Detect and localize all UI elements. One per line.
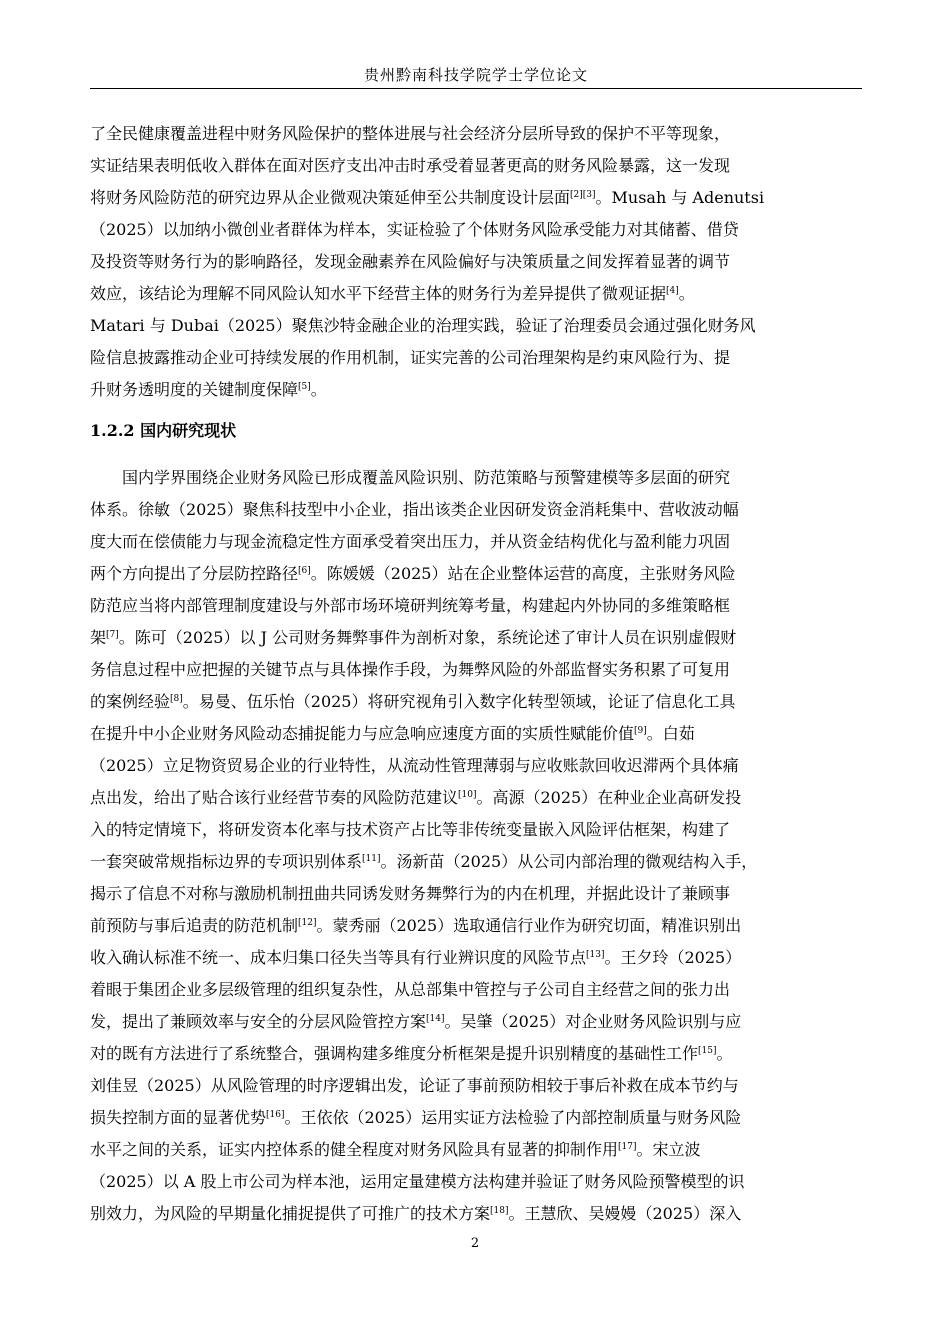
line-text: 防范应当将内部管理制度建设与外部市场环境研判统筹考量，构建起内外协同的多维策略框 bbox=[90, 596, 731, 615]
citation-ref: [17] bbox=[618, 1142, 637, 1152]
citation-ref: [16] bbox=[266, 1110, 285, 1120]
citation-ref: [13] bbox=[586, 950, 605, 960]
line-text-after-citation: 。 bbox=[678, 284, 695, 303]
line-text-after-citation: 。易曼、伍乐怡（2025）将研究视角引入数字化转型领域，论证了信息化工具 bbox=[182, 692, 736, 711]
text-line bbox=[90, 1102, 862, 1134]
line-text: 将财务风险防范的研究边界从企业微观决策延伸至公共制度设计层面 bbox=[90, 188, 571, 207]
text-line bbox=[90, 878, 862, 910]
text-line bbox=[90, 1038, 862, 1070]
text-line bbox=[90, 942, 862, 974]
text-line bbox=[90, 278, 862, 310]
line-text: 体系。徐敏（2025）聚焦科技型中小企业，指出该类企业因研发资金消耗集中、营收波动幅 bbox=[90, 500, 739, 519]
line-text: 揭示了信息不对称与激励机制扭曲共同诱发财务舞弊行为的内在机理，并据此设计了兼顾事 bbox=[90, 884, 731, 903]
citation-ref: [9] bbox=[634, 726, 647, 736]
line-text: （2025）以加纳小微创业者群体为样本，实证检验了个体财务风险承受能力对其储蓄、借贷 bbox=[90, 220, 739, 239]
line-text-after-citation: 。陈可（2025）以 J 公司财务舞弊事件为剖析对象，系统论述了审计人员在识别虚假财 bbox=[118, 628, 737, 647]
text-line bbox=[90, 1134, 862, 1166]
line-text: （2025）立足物资贸易企业的行业特性，从流动性管理薄弱与应收账款回收迟滞两个具体痛 bbox=[90, 756, 739, 775]
text-line bbox=[90, 246, 862, 278]
text-line bbox=[90, 686, 862, 718]
line-text-after-citation: 。 bbox=[716, 1044, 733, 1063]
section-heading: 1.2.2 国内研究现状 bbox=[90, 421, 237, 440]
line-text-after-citation: 。王依依（2025）运用实证方法检验了内部控制质量与财务风险 bbox=[284, 1108, 742, 1127]
line-text: 水平之间的关系，证实内控体系的健全程度对财务风险具有显著的抑制作用 bbox=[90, 1140, 619, 1159]
line-text: 收入确认标准不统一、成本归集口径失当等具有行业辨识度的风险节点 bbox=[90, 948, 587, 967]
page-header-title: 贵州黔南科技学院学士学位论文 bbox=[363, 66, 588, 84]
citation-ref: [7] bbox=[106, 630, 119, 640]
text-line bbox=[90, 910, 862, 942]
text-line bbox=[90, 214, 862, 246]
line-text-after-citation: 。高源（2025）在种业企业高研发投 bbox=[476, 788, 742, 807]
line-text-after-citation: 。陈媛媛（2025）站在企业整体运营的高度，主张财务风险 bbox=[310, 564, 736, 583]
line-text: 别效力，为风险的早期量化捕捉提供了可推广的技术方案 bbox=[90, 1204, 491, 1223]
line-text: 前预防与事后追责的防范机制 bbox=[90, 916, 299, 935]
line-text: 在提升中小企业财务风险动态捕捉能力与应急响应速度方面的实质性赋能价值 bbox=[90, 724, 635, 743]
text-line bbox=[90, 654, 862, 686]
text-line bbox=[90, 342, 862, 374]
citation-ref: [5] bbox=[298, 382, 311, 392]
citation-ref: [8] bbox=[170, 694, 183, 704]
text-line bbox=[90, 1070, 862, 1102]
line-text-after-citation: 。蒙秀丽（2025）选取通信行业作为研究切面，精准识别出 bbox=[316, 916, 742, 935]
text-line bbox=[90, 974, 862, 1006]
text-line bbox=[90, 1006, 862, 1038]
citation-ref: [12] bbox=[298, 918, 317, 928]
line-text: 及投资等财务行为的影响路径，发现金融素养在风险偏好与决策质量之间发挥着显著的调节 bbox=[90, 252, 731, 271]
line-text: 对的既有方法进行了系统整合，强调构建多维度分析框架是提升识别精度的基础性工作 bbox=[90, 1044, 699, 1063]
line-text: 刘佳昱（2025）从风险管理的时序逻辑出发，论证了事前预防相较于事后补救在成本节约与 bbox=[90, 1076, 739, 1095]
citation-ref: [6] bbox=[298, 566, 311, 576]
text-line bbox=[90, 590, 862, 622]
page-number: 2 bbox=[470, 1236, 480, 1251]
line-text: 两个方向提出了分层防控路径 bbox=[90, 564, 299, 583]
header-rule bbox=[90, 88, 862, 89]
line-text-after-citation: 。宋立波 bbox=[636, 1140, 701, 1159]
citation-ref: [18] bbox=[490, 1206, 509, 1216]
text-line bbox=[90, 182, 862, 214]
text-line bbox=[90, 150, 862, 182]
text-line bbox=[90, 526, 862, 558]
line-text-after-citation: 。 bbox=[310, 380, 327, 399]
text-line bbox=[90, 622, 862, 654]
citation-ref: [11] bbox=[362, 854, 381, 864]
line-text: 架 bbox=[90, 628, 107, 647]
line-text: Matari 与 Dubai（2025）聚焦沙特金融企业的治理实践，验证了治理委员会通过强化财务风 bbox=[90, 316, 756, 335]
text-line bbox=[90, 814, 862, 846]
line-text-after-citation: 。汤新苗（2025）从公司内部治理的微观结构入手， bbox=[380, 852, 758, 871]
text-line bbox=[90, 750, 862, 782]
line-text-after-citation: 。王夕玲（2025） bbox=[604, 948, 742, 967]
text-line bbox=[90, 846, 862, 878]
text-line bbox=[90, 1198, 862, 1230]
line-text: 了全民健康覆盖进程中财务风险保护的整体进展与社会经济分层所导致的保护不平等现象， bbox=[90, 124, 731, 143]
line-text: 着眼于集团企业多层级管理的组织复杂性，从总部集中管控与子公司自主经营之间的张力出 bbox=[90, 980, 731, 999]
line-text: 点出发，给出了贴合该行业经营节奏的风险防范建议 bbox=[90, 788, 459, 807]
text-line bbox=[90, 558, 862, 590]
paragraph-foreign-research bbox=[90, 118, 862, 406]
line-text: 入的特定情境下，将研发资本化率与技术资产占比等非传统变量嵌入风险评估框架，构建了 bbox=[90, 820, 731, 839]
line-text: 实证结果表明低收入群体在面对医疗支出冲击时承受着显著更高的财务风险暴露，这一发现 bbox=[90, 156, 731, 175]
line-text-after-citation: 。吴肇（2025）对企业财务风险识别与应 bbox=[444, 1012, 742, 1031]
line-text: 发，提出了兼顾效率与安全的分层风险管控方案 bbox=[90, 1012, 427, 1031]
line-text: 的案例经验 bbox=[90, 692, 171, 711]
citation-ref: [4] bbox=[666, 286, 679, 296]
line-text: 一套突破常规指标边界的专项识别体系 bbox=[90, 852, 363, 871]
citation-ref: [10] bbox=[458, 790, 477, 800]
line-text-after-citation: 。Musah 与 Adenutsi bbox=[595, 188, 765, 207]
line-text: 度大而在偿债能力与现金流稳定性方面承受着突出压力，并从资金结构优化与盈利能力巩固 bbox=[90, 532, 731, 551]
line-text: 险信息披露推动企业可持续发展的作用机制，证实完善的公司治理架构是约束风险行为、提 bbox=[90, 348, 731, 367]
citation-ref: [2][3] bbox=[570, 190, 596, 200]
text-line bbox=[90, 118, 862, 150]
text-line bbox=[90, 782, 862, 814]
citation-ref: [15] bbox=[698, 1046, 717, 1056]
line-text: 务信息过程中应把握的关键节点与具体操作手段，为舞弊风险的外部监督实务积累了可复用 bbox=[90, 660, 731, 679]
text-line bbox=[90, 462, 862, 494]
text-line bbox=[90, 718, 862, 750]
citation-ref: [14] bbox=[426, 1014, 445, 1024]
line-text: （2025）以 A 股上市公司为样本池，运用定量建模方法构建并验证了财务风险预警模型的识 bbox=[90, 1172, 745, 1191]
line-text-after-citation: 。白茹 bbox=[646, 724, 695, 743]
line-text: 升财务透明度的关键制度保障 bbox=[90, 380, 299, 399]
text-line bbox=[90, 374, 862, 406]
line-text-after-citation: 。王慧欣、吴嫚嫚（2025）深入 bbox=[508, 1204, 742, 1223]
text-line bbox=[90, 494, 862, 526]
line-text: 损失控制方面的显著优势 bbox=[90, 1108, 267, 1127]
text-line bbox=[90, 1166, 862, 1198]
text-line bbox=[90, 310, 862, 342]
paragraph-domestic-research bbox=[90, 462, 862, 1230]
line-text: 效应，该结论为理解不同风险认知水平下经营主体的财务行为差异提供了微观证据 bbox=[90, 284, 667, 303]
line-text: 国内学界围绕企业财务风险已形成覆盖风险识别、防范策略与预警建模等多层面的研究 bbox=[90, 468, 731, 487]
